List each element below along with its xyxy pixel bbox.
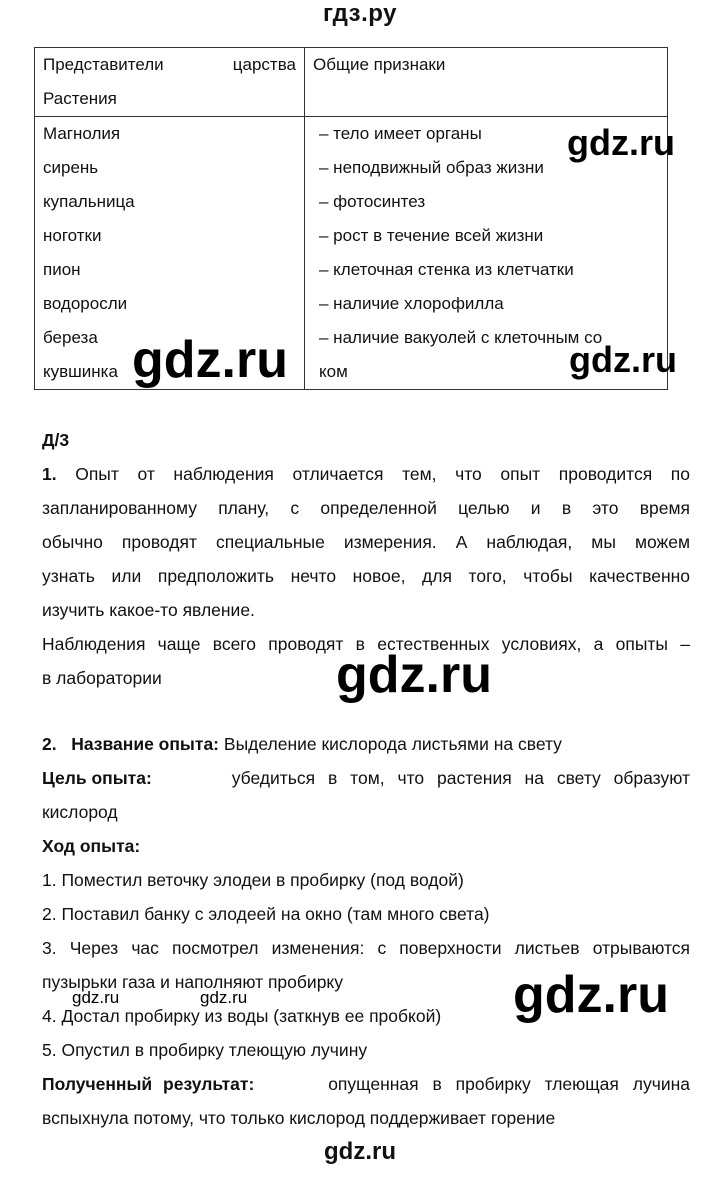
result-value-cont: вспыхнула потому, что только кислород поддерживает горение (42, 1108, 556, 1128)
result-value: опущенная в пробирку тлеющая лучина (328, 1074, 690, 1094)
experiment-result (42, 1067, 690, 1135)
list-item: пион (43, 260, 81, 279)
header-features-text: Общие признаки (313, 55, 446, 74)
experiment-goal (42, 761, 690, 829)
answer-1-line: изучить какое-то явление. (42, 600, 255, 620)
goal-value: убедиться в том, что растения на свету образуют (231, 768, 690, 788)
list-item: 3. Через час посмотрел изменения: с поверхности листьев отрываются (42, 938, 690, 958)
list-item: – наличие вакуолей с клеточным со (319, 328, 603, 347)
watermark: gdz.ru (567, 122, 675, 163)
answer-1-line: Опыт от наблюдения отличается тем, что опыт проводится по (75, 464, 690, 484)
list-item: пузырьки газа и наполняют пробирку (42, 972, 344, 992)
goal-label: Цель опыта: (42, 768, 152, 788)
table-header-plants (35, 48, 305, 117)
watermark: gdz.ru (513, 966, 669, 1024)
list-item: – рост в течение всей жизни (319, 226, 544, 245)
list-item: – тело имеет органы (319, 124, 482, 143)
list-item: купальница (43, 192, 135, 211)
experiment-name-value: Выделение кислорода листьями на свету (223, 734, 562, 754)
list-item: кувшинка (43, 362, 118, 381)
answer-2-number: 2. (42, 734, 57, 754)
section-title: Д/3 (42, 430, 70, 450)
list-item: 5. Опустил в пробирку тлеющую лучину (42, 1040, 368, 1060)
header-text-a: Представители (43, 55, 164, 74)
watermark: gdz.ru (72, 988, 120, 1007)
experiment-name (42, 727, 562, 761)
header-text-b: царства (232, 55, 296, 74)
list-item: 2. Поставил банку с элодеей на окно (там много света) (42, 904, 490, 924)
table-header-features (305, 48, 668, 117)
answer-1-line: Наблюдения чаще всего проводят в естественных условиях, а опыты – (42, 634, 690, 654)
site-header: гдз.ру (323, 0, 397, 27)
result-label: Полученный результат: (42, 1074, 255, 1094)
list-item: – наличие хлорофилла (319, 294, 504, 313)
list-item: – клеточная стенка из клетчатки (319, 260, 574, 279)
answer-1-number: 1. (42, 464, 57, 484)
list-item: 1. Поместил веточку элодеи в пробирку (под водой) (42, 870, 464, 890)
list-item: сирень (43, 158, 99, 177)
list-item: ком (319, 362, 348, 381)
experiment-name-label: Название опыта: (71, 734, 220, 754)
answer-1-line: узнать или предположить нечто новое, для того, чтобы качественно (42, 566, 690, 586)
answer-1-line: в лаборатории (42, 668, 162, 688)
watermark: gdz.ru (200, 988, 248, 1007)
goal-value-cont: кислород (42, 802, 118, 822)
list-item: – неподвижный образ жизни (319, 158, 544, 177)
list-item: Магнолия (43, 124, 121, 143)
header-text-c: Растения (43, 89, 117, 108)
watermark: gdz.ru (569, 339, 677, 380)
list-item: – фотосинтез (319, 192, 426, 211)
list-item: 4. Достал пробирку из воды (заткнув ее пробкой) (42, 1006, 442, 1026)
table-header-row (35, 48, 668, 117)
steps-label: Ход опыта: (42, 836, 141, 856)
watermark: gdz.ru (132, 331, 288, 389)
list-item: водоросли (43, 294, 128, 313)
watermark: gdz.ru (336, 646, 492, 704)
list-item: ноготки (43, 226, 102, 245)
list-item: береза (43, 328, 98, 347)
site-footer: gdz.ru (324, 1138, 396, 1165)
answer-1-line: запланированному плану, с определенной целью и в это время (42, 498, 690, 518)
answer-1-line: обычно проводят специальные измерения. А наблюдая, мы можем (42, 532, 690, 552)
